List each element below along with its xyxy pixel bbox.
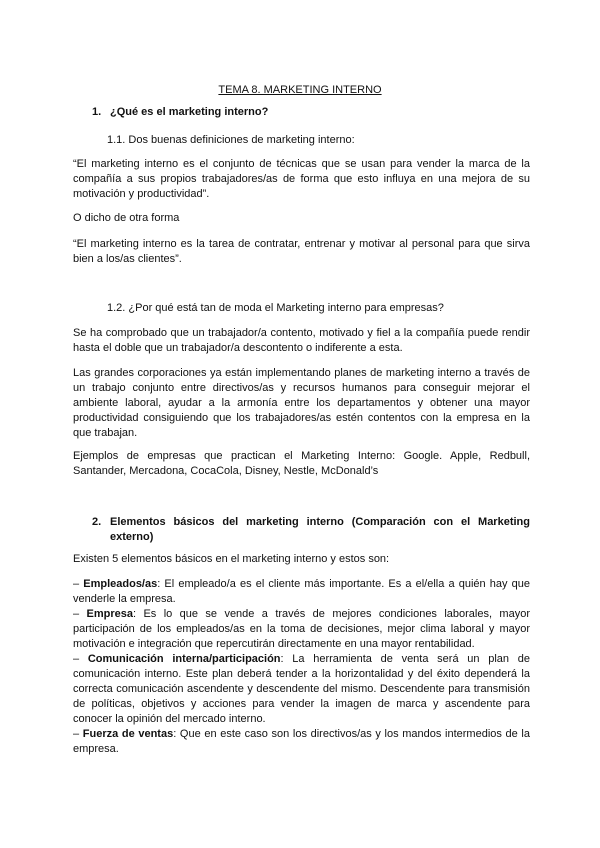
section-2-heading bbox=[92, 515, 530, 545]
section-1-number: 1. bbox=[92, 106, 102, 118]
paragraph-1: Se ha comprobado que un trabajador/a contento, motivado y fiel a la compañía puede rendir hasta el doble que un trabajador/a descontento o indiferente a esta. bbox=[73, 327, 530, 354]
section-2-number: 2. bbox=[92, 516, 102, 528]
term-comunicacion: Comunicación interna/participación bbox=[87, 653, 281, 665]
list-item-comunicacion: – Comunicación interna/participación: La herramienta de venta será un plan de comunicación interno. Este plan deberá tender a la horizontalidad y del éxito dependerá la correcta comunicación ascendente y descendente del mismo. Descendente para transmisión de políticas, objetivos y acciones para vender la imagen de marca y ascendente para conocer la opinión del mercado interno. bbox=[73, 653, 530, 725]
or-text: O dicho de otra forma bbox=[73, 212, 180, 224]
section-2-intro: Existen 5 elementos básicos en el marketing interno y estos son: bbox=[73, 553, 390, 565]
subsection-1-2: 1.2. ¿Por qué está tan de moda el Marketing interno para empresas? bbox=[107, 302, 444, 314]
term-fuerza-ventas: Fuerza de ventas bbox=[82, 728, 174, 740]
section-2-heading-text: Elementos básicos del marketing interno (Comparación con el Marketing externo) bbox=[110, 516, 530, 543]
subsection-1-1: 1.1. Dos buenas definiciones de marketing interno: bbox=[107, 134, 355, 146]
quote-definition-2: “El marketing interno es la tarea de contratar, entrenar y motivar al personal para que sirva bien a los/as clientes”. bbox=[73, 238, 530, 265]
list-item-fuerza-ventas: – Fuerza de ventas: Que en este caso son los directivos/as y los mandos intermedios de la empresa. bbox=[73, 728, 530, 755]
section-1-heading bbox=[92, 105, 530, 120]
quote-definition-1: “El marketing interno es el conjunto de técnicas que se usan para vender la marca de la compañía a sus propios trabajadores/as de forma que esto influya en una mejora de su motivación y productividad”. bbox=[73, 158, 530, 200]
document-title: TEMA 8. MARKETING INTERNO bbox=[218, 84, 382, 96]
section-1-heading-text: ¿Qué es el marketing interno? bbox=[110, 106, 269, 118]
elements-list bbox=[73, 577, 530, 757]
term-empresa: Empresa bbox=[86, 608, 134, 620]
term-empleados: Empleados/as bbox=[83, 578, 158, 590]
paragraph-2: Las grandes corporaciones ya están implementando planes de marketing interno a través de un trabajo conjunto entre directivos/as y recursos humanos para conseguir mejorar el ambiente laboral, ayudar a la armonía entre los departamentos y obtener una mayor productividad consiguiendo que los trabajadores/as estén contentos con la empresa en la que trabajan. bbox=[73, 367, 530, 439]
list-item-empresa: – Empresa: Es lo que se vende a través de mejores condiciones laborales, mayor participación de los empleados/as en la toma de decisiones, mejor clima laboral y mayor motivación e integración que repercutirán directamente en una mayor rentabilidad. bbox=[73, 608, 530, 650]
paragraph-examples: Ejemplos de empresas que practican el Marketing Interno: Google. Apple, Redbull, Santander, Mercadona, CocaCola, Disney, Nestle, McDonald’s bbox=[73, 450, 530, 477]
list-item-empleados: – Empleados/as: El empleado/a es el cliente más importante. Es a el/ella a quién hay que venderle la empresa. bbox=[73, 578, 530, 605]
